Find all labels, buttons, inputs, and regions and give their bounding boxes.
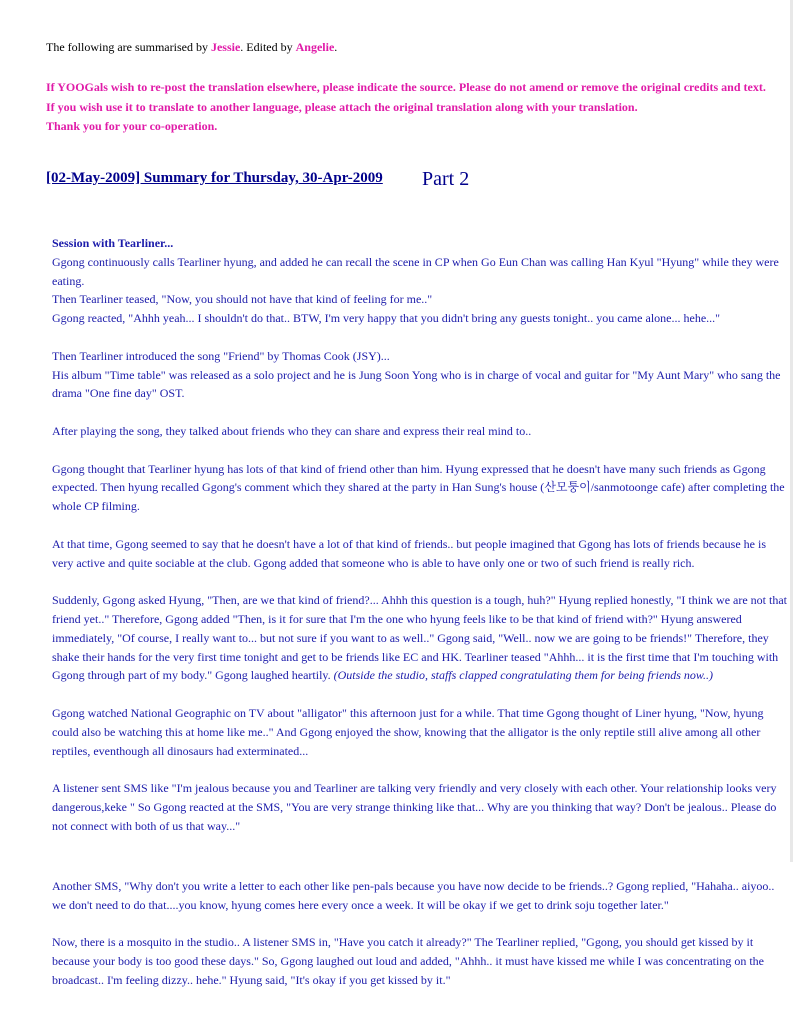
repost-notice xyxy=(46,78,791,137)
section-title: Session with Tearliner... xyxy=(52,236,174,250)
credits-line xyxy=(46,40,337,55)
summary-body xyxy=(52,234,787,854)
after-song-paragraph: After playing the song, they talked about friends who they can share and express their real mind to.. xyxy=(52,423,532,438)
penpal-sms-paragraph: Another SMS, "Why don't you write a letter to each other like pen-pals because you have now decide to be friends..? Ggong replied, "Hahaha.. aiyoo.. we don't need to do that....you know, hyung comes here every once a week. It will be okay if we get to drink soju together later." xyxy=(52,879,775,912)
summariser-name: Jessie xyxy=(210,40,241,54)
jealous-sms-paragraph: A listener sent SMS like "I'm jealous because you and Tearliner are talking very friendly and very closely with each other. Your relationship looks very dangerous,keke " So Ggong reacted at the SMS, "You are very strange thinking like that... Why are you thinking that way? Don't be jealous.. Please do not connect with both of us that way..." xyxy=(52,781,777,833)
para1-line1: Ggong continuously calls Tearliner hyung, and added he can recall the scene in CP when Go Eun Chan was calling Han Kyul "Hyung" while they were eating. xyxy=(52,254,779,288)
korean-cafe-name: 산모퉁이 xyxy=(544,480,591,495)
editor-name: Angelie xyxy=(295,40,335,54)
friends-paragraph xyxy=(52,460,787,516)
notice-line-2: If you wish use it to translate to another language, please attach the original translation along with your translation. xyxy=(46,99,638,114)
song-paragraph xyxy=(52,347,787,403)
sociable-paragraph: At that time, Ggong seemed to say that he doesn't have a lot of that kind of friends.. but people imagined that Ggong has lots of friends because he is very active and quite sociable at the club. Ggong added that someone who is able to have only one or two of such friend is really rich. xyxy=(52,536,766,570)
summary-body-continued xyxy=(52,877,787,1009)
para4-text-b: /sanmotoonge cafe) after completing the whole CP filming. xyxy=(52,480,785,514)
credits-middle: . Edited by xyxy=(240,40,296,54)
part-label: Part 2 xyxy=(422,168,470,190)
para6-main: Suddenly, Ggong asked Hyung, "Then, are we that kind of friend?... Ahhh this question is a tough, huh?" Hyung replied honestly, "I think we are not that friend yet.." Therefore, Ggong added "Then, is it for sure that I'm the one who hyung feels like to be that kind of friend with?" Hyung answered immediately, "Of course, I really want to... but not sure if you want to as well.." Ggong said, "Well.. now we are going to be friends!" Therefore, they shake their hands for the very first time tonight and get to be friends like EC and HK. Tearliner teased "Ahhh... it is the first time that I'm touching with Ggong through part of my body." Ggong laughed heartily. xyxy=(52,593,787,683)
para2-line2: His album "Time table" was released as a solo project and he is Jung Soon Yong who is in charge of vocal and guitar for "My Aunt Mary" who sang the drama "One fine day" OST. xyxy=(52,367,781,401)
para2-line1: Then Tearliner introduced the song "Friend" by Thomas Cook (JSY)... xyxy=(52,348,390,363)
para4-text-a: Ggong thought that Tearliner hyung has lots of that kind of friend other than him. Hyung expressed that he doesn't have many such friends as Ggong expected. Then hyung recalled Ggong's comment which they shared at the party in Han Sung's house ( xyxy=(52,461,766,495)
credits-suffix: . xyxy=(334,40,338,54)
para1-line3: Ggong reacted, "Ahhh yeah... I shouldn't do that.. BTW, I'm very happy that you didn't bring any guests tonight.. you came alone... hehe..." xyxy=(52,311,721,326)
notice-line-1: If YOOGals wish to re-post the translation elsewhere, please indicate the source. Please do not amend or remove the original credits and text. xyxy=(46,80,766,94)
session-paragraph xyxy=(52,234,787,328)
para6-italic-note: (Outside the studio, staffs clapped congratulating them for being friends now..) xyxy=(333,668,714,683)
summary-heading-link[interactable]: [02-May-2009] Summary for Thursday, 30-Apr-2009 xyxy=(46,170,383,186)
credits-prefix: The following are summarised by xyxy=(46,40,211,54)
handshake-paragraph xyxy=(52,591,787,685)
para1-line2: Then Tearliner teased, "Now, you should not have that kind of feeling for me.." xyxy=(52,292,433,307)
mosquito-paragraph: Now, there is a mosquito in the studio.. A listener SMS in, "Have you catch it already?" The Tearliner replied, "Ggong, you should get kissed by it because your body is too good these days." So, Ggong laughed out loud and added, "Ahhh.. it must have kissed me while I was concentrating on the broadcast.. I'm feeling dizzy.. hehe." Hyung said, "It's okay if you get kissed by it." xyxy=(52,935,764,987)
notice-line-3: Thank you for your co-operation. xyxy=(46,119,218,133)
alligator-paragraph: Ggong watched National Geographic on TV about "alligator" this afternoon just for a while. That time Ggong thought of Liner hyung, "Now, hyung could also be watching this at home like me.." And Ggong enjoyed the show, knowing that the alligator is the only reptile still alive among all other reptiles, eventhough all dinosaurs had exterminated... xyxy=(52,705,764,758)
